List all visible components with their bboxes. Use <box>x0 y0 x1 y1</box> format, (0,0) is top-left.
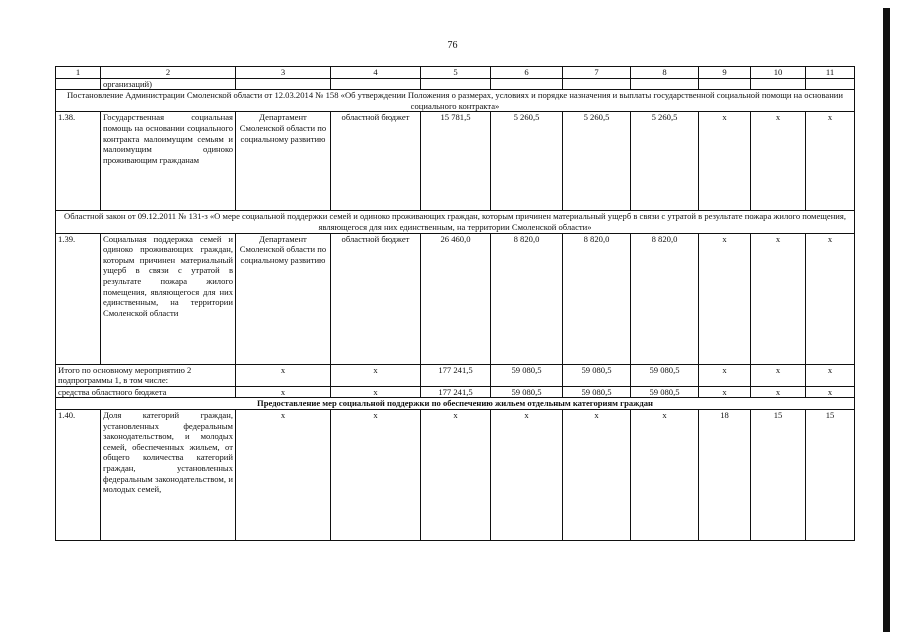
year-1-amount: х <box>491 409 563 540</box>
continuation-text: организаций) <box>101 78 236 90</box>
year-1-amount: 5 260,5 <box>491 112 563 211</box>
year-3-amount: 8 820,0 <box>631 233 699 364</box>
year-2-amount: 5 260,5 <box>563 112 631 211</box>
indicator-1: х <box>699 112 751 211</box>
indicator-3: х <box>806 364 855 386</box>
section-row-housing <box>56 398 855 410</box>
col-10-header: 10 <box>751 67 806 79</box>
column-number-row <box>56 67 855 79</box>
continuation-row <box>56 78 855 90</box>
col-9-header: 9 <box>699 67 751 79</box>
section-row-law-131 <box>56 211 855 233</box>
year-2-amount: х <box>563 409 631 540</box>
funding-source: областной бюджет <box>331 112 421 211</box>
year-1-amount: 59 080,5 <box>491 364 563 386</box>
executor: Департамент Смоленской области по социальному развитию <box>236 112 331 211</box>
col-1-header: 1 <box>56 67 101 79</box>
year-3-amount: х <box>631 409 699 540</box>
year-2-amount: 59 080,5 <box>563 386 631 398</box>
funding-source: х <box>331 364 421 386</box>
housing-section-heading: Предоставление мер социальной поддержки по обеспечению жильем отдельным категориям граждан <box>56 398 855 410</box>
year-1-amount: 59 080,5 <box>491 386 563 398</box>
col-6-header: 6 <box>491 67 563 79</box>
indicator-2: х <box>751 233 806 364</box>
indicator-1: х <box>699 233 751 364</box>
total-amount: 177 241,5 <box>421 364 491 386</box>
indicator-2: х <box>751 364 806 386</box>
measure-name: Социальная поддержка семей и одиноко проживающих граждан, которым причинен материальный ущерб в связи с утратой в результате пожара жилого помещения, являющегося для них единственным, на территории Смоленской области <box>101 233 236 364</box>
col-2-header: 2 <box>101 67 236 79</box>
law-131-heading: Областной закон от 09.12.2011 № 131-з «О мере социальной поддержки семей и одиноко проживающих граждан, которым причинен материальный ущерб в связи с утратой в результате пожара жилого помещения, являющегося для них единственным, на территории Смоленской области» <box>56 211 855 233</box>
year-3-amount: 5 260,5 <box>631 112 699 211</box>
measure-name: Государственная социальная помощь на основании социального контракта малоимущим семьям и малоимущим одиноко проживающим гражданам <box>101 112 236 211</box>
total-amount: 15 781,5 <box>421 112 491 211</box>
section-row-decree-158 <box>56 90 855 112</box>
row-number: 1.39. <box>56 233 101 364</box>
total-amount: 26 460,0 <box>421 233 491 364</box>
scan-edge-bar <box>883 8 890 632</box>
col-5-header: 5 <box>421 67 491 79</box>
indicator-3: х <box>806 112 855 211</box>
year-1-amount: 8 820,0 <box>491 233 563 364</box>
col-7-header: 7 <box>563 67 631 79</box>
total-amount: 177 241,5 <box>421 386 491 398</box>
indicator-2: 15 <box>751 409 806 540</box>
col-11-header: 11 <box>806 67 855 79</box>
row-number: 1.40. <box>56 409 101 540</box>
col-4-header: 4 <box>331 67 421 79</box>
indicator-3: 15 <box>806 409 855 540</box>
table-row-1-40 <box>56 409 855 540</box>
total-label: Итого по основному мероприятию 2 подпрограммы 1, в том числе: <box>56 364 236 386</box>
table-row-1-38 <box>56 112 855 211</box>
executor: Департамент Смоленской области по социальному развитию <box>236 233 331 364</box>
indicator-2: х <box>751 386 806 398</box>
year-2-amount: 8 820,0 <box>563 233 631 364</box>
col-8-header: 8 <box>631 67 699 79</box>
indicator-1: х <box>699 386 751 398</box>
year-3-amount: 59 080,5 <box>631 386 699 398</box>
budget-row <box>56 386 855 398</box>
year-2-amount: 59 080,5 <box>563 364 631 386</box>
row-number: 1.38. <box>56 112 101 211</box>
funding-source: областной бюджет <box>331 233 421 364</box>
funding-source: х <box>331 409 421 540</box>
total-row <box>56 364 855 386</box>
program-table <box>55 66 855 541</box>
table-row-1-39 <box>56 233 855 364</box>
page-number: 76 <box>447 40 458 51</box>
decree-158-heading: Постановление Администрации Смоленской области от 12.03.2014 № 158 «Об утверждении Положения о размерах, условиях и порядке назначения и выплаты государственной социальной помощи на основании социального контракта» <box>56 90 855 112</box>
total-amount: х <box>421 409 491 540</box>
indicator-2: х <box>751 112 806 211</box>
executor: х <box>236 409 331 540</box>
indicator-3: х <box>806 233 855 364</box>
budget-label: средства областного бюджета <box>56 386 236 398</box>
indicator-1: х <box>699 364 751 386</box>
measure-name: Доля категорий граждан, установленных федеральным законодательством, и молодых семей, обеспеченных жильем, от общего количества категорий граждан, установленных федеральным законодательством, и молодых семей, <box>101 409 236 540</box>
year-3-amount: 59 080,5 <box>631 364 699 386</box>
funding-source: х <box>331 386 421 398</box>
col-3-header: 3 <box>236 67 331 79</box>
indicator-1: 18 <box>699 409 751 540</box>
indicator-3: х <box>806 386 855 398</box>
executor: х <box>236 364 331 386</box>
executor: х <box>236 386 331 398</box>
